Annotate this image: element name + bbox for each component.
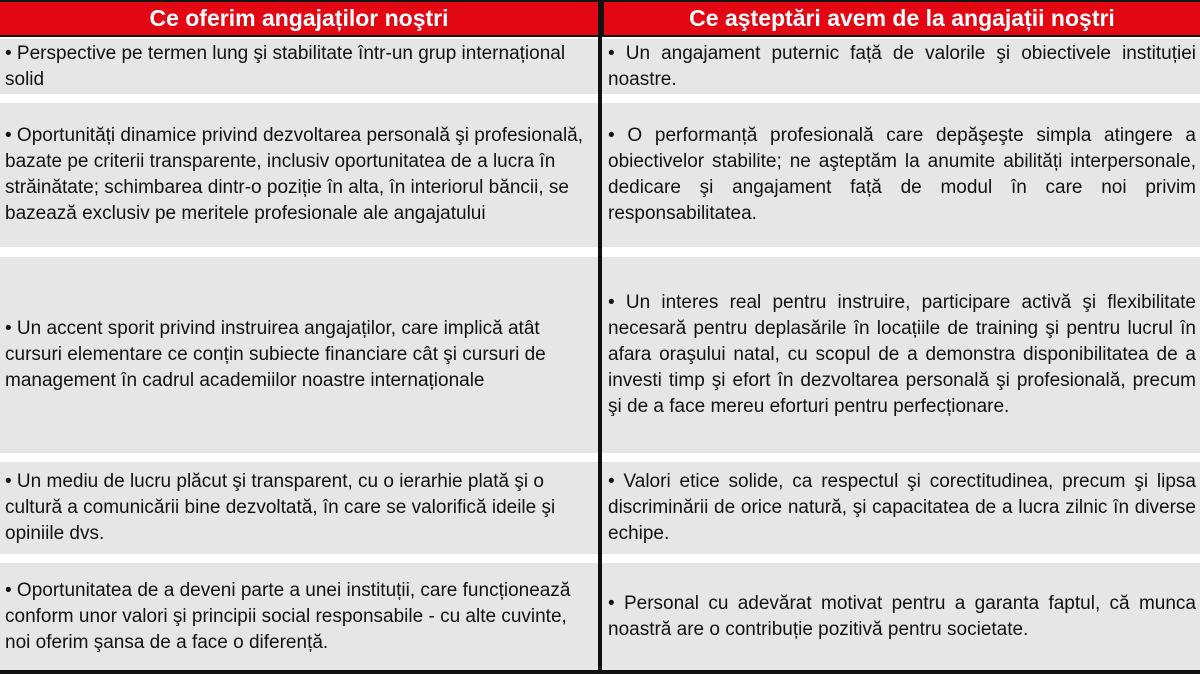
expectation-text-2: • O performanță profesională care depăşeşte simpla atingere a obiectivelor stabilite; ne aşteptăm la anumite abilități interpersonale, dedicare şi angajament față de modul în care noi privim responsabilitatea. xyxy=(608,125,1196,224)
table-header xyxy=(0,0,1200,37)
expectation-text-4: • Valori etice solide, ca respectul şi corectitudinea, precum şi lipsa discriminării de orice natură, şi capacitatea de a lucra zilnic în diverse echipe. xyxy=(608,471,1196,544)
offer-cell-5 xyxy=(0,563,598,670)
offer-text-2: • Oportunități dinamice privind dezvoltarea personală şi profesională, bazate pe criterii transparente, inclusiv oportunitatea de a lucra în străinătate; schimbarea dintr-o poziție în alta, în interiorul băncii, se bazează exclusiv pe meritele profesionale ale angajatului xyxy=(5,125,584,224)
offer-cell-4 xyxy=(0,462,598,554)
expectation-cell-4 xyxy=(602,462,1200,554)
offer-text-4: • Un mediu de lucru plăcut şi transparent, cu o ierarhie plată şi o cultură a comunicării bine dezvoltată, în care se valorifică ideile şi opiniile dvs. xyxy=(5,471,556,544)
header-expectations-title: Ce aşteptări avem de la angajații noştri xyxy=(604,2,1200,35)
expectation-cell-1 xyxy=(602,39,1200,94)
offer-cell-1 xyxy=(0,39,598,94)
offer-cell-3 xyxy=(0,257,598,453)
expectation-text-3: • Un interes real pentru instruire, participare activă şi flexibilitate necesară pentru deplasările în locațiile de training şi pentru lucrul în afara oraşului natal, cu scopul de a demonstra disponibilitatea de a investi timp şi efort în dezvoltarea personală şi profesională, precum şi de a face mereu eforturi pentru perfecționare. xyxy=(608,292,1196,417)
expectation-text-1: • Un angajament puternic față de valorile şi obiectivele instituției noastre. xyxy=(608,42,1196,90)
offer-text-5: • Oportunitatea de a deveni parte a unei instituții, care funcționează conform unor valori şi principii social responsabile - cu alte cuvinte, noi oferim şansa de a face o diferență. xyxy=(5,579,571,653)
header-offer-title: Ce oferim angajaților noştri xyxy=(0,2,598,35)
offer-cell-2 xyxy=(0,103,598,247)
expectation-text-5: • Personal cu adevărat motivat pentru a garanta faptul, că munca noastră are o contribuție pozitivă pentru societate. xyxy=(608,592,1196,640)
expectation-cell-5 xyxy=(602,563,1200,670)
offer-text-1: • Perspective pe termen lung şi stabilitate într-un grup internațional solid xyxy=(5,42,566,90)
table-bottom-border xyxy=(0,670,1200,674)
offer-text-3: • Un accent sporit privind instruirea angajaților, care implică atât cursuri elementare ce conțin subiecte financiare cât şi cursuri de management în cadrul academiilor noastre internaționale xyxy=(5,318,546,391)
expectation-cell-3 xyxy=(602,257,1200,453)
expectation-cell-2 xyxy=(602,103,1200,247)
